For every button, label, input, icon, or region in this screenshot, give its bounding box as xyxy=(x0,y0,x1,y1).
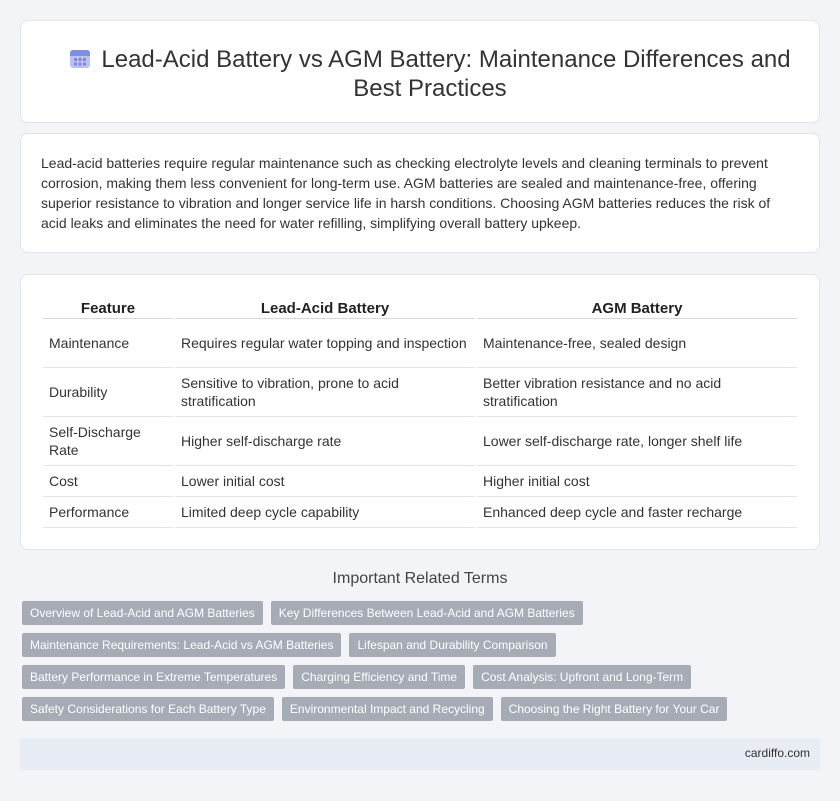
lead-acid-cell: Limited deep cycle capability xyxy=(175,497,475,528)
related-term-tag[interactable]: Safety Considerations for Each Battery Type xyxy=(22,697,274,721)
table-row xyxy=(43,466,797,497)
related-term-tag[interactable]: Battery Performance in Extreme Temperatures xyxy=(22,665,285,689)
page-title-text: Lead-Acid Battery vs AGM Battery: Maintenance Differences and Best Practices xyxy=(101,46,791,102)
feature-cell: Maintenance xyxy=(43,319,173,368)
summary-text: Lead-acid batteries require regular maintenance such as checking electrolyte levels and cleaning terminals to prevent corrosion, making them less convenient for long-term use. AGM batteries are sealed and maintenance-free, offering superior resistance to vibration and longer service life in harsh conditions. Choosing AGM batteries reduces the risk of acid leaks and eliminates the need for water refilling, simplifying overall battery upkeep. xyxy=(41,155,771,231)
related-term-tag[interactable]: Overview of Lead-Acid and AGM Batteries xyxy=(22,601,263,625)
related-term-tag[interactable]: Charging Efficiency and Time xyxy=(293,665,465,689)
table-row xyxy=(43,417,797,466)
page-title xyxy=(61,45,799,103)
related-term-tag[interactable]: Environmental Impact and Recycling xyxy=(282,697,493,721)
related-term-tag[interactable]: Maintenance Requirements: Lead-Acid vs AGM Batteries xyxy=(22,633,341,657)
footer-site-link[interactable]: cardiffo.com xyxy=(744,746,810,760)
lead-acid-cell: Lower initial cost xyxy=(175,466,475,497)
related-terms-list xyxy=(22,601,812,729)
related-term-tag[interactable]: Key Differences Between Lead-Acid and AGM Batteries xyxy=(271,601,583,625)
feature-cell: Durability xyxy=(43,368,173,417)
agm-cell: Better vibration resistance and no acid stratification xyxy=(477,368,797,417)
lead-acid-cell: Requires regular water topping and inspection xyxy=(175,319,475,368)
agm-cell: Lower self-discharge rate, longer shelf life xyxy=(477,417,797,466)
summary-card xyxy=(20,133,820,253)
table-row xyxy=(43,319,797,368)
table-header-row xyxy=(43,297,797,319)
calendar-icon xyxy=(69,47,91,69)
feature-cell: Self-Discharge Rate xyxy=(43,417,173,466)
agm-cell: Maintenance-free, sealed design xyxy=(477,319,797,368)
table-row xyxy=(43,497,797,528)
feature-cell: Cost xyxy=(43,466,173,497)
comparison-table xyxy=(41,297,799,528)
related-term-tag[interactable]: Lifespan and Durability Comparison xyxy=(349,633,555,657)
title-card xyxy=(20,20,820,123)
related-term-tag[interactable]: Cost Analysis: Upfront and Long-Term xyxy=(473,665,691,689)
header-lead-acid: Lead-Acid Battery xyxy=(175,297,475,319)
agm-cell: Higher initial cost xyxy=(477,466,797,497)
header-feature: Feature xyxy=(43,297,173,319)
footer xyxy=(20,738,820,770)
lead-acid-cell: Sensitive to vibration, prone to acid stratification xyxy=(175,368,475,417)
lead-acid-cell: Higher self-discharge rate xyxy=(175,417,475,466)
agm-cell: Enhanced deep cycle and faster recharge xyxy=(477,497,797,528)
related-term-tag[interactable]: Choosing the Right Battery for Your Car xyxy=(501,697,728,721)
related-terms-heading: Important Related Terms xyxy=(332,570,508,587)
comparison-card xyxy=(20,274,820,550)
feature-cell: Performance xyxy=(43,497,173,528)
table-row xyxy=(43,368,797,417)
header-agm: AGM Battery xyxy=(477,297,797,319)
